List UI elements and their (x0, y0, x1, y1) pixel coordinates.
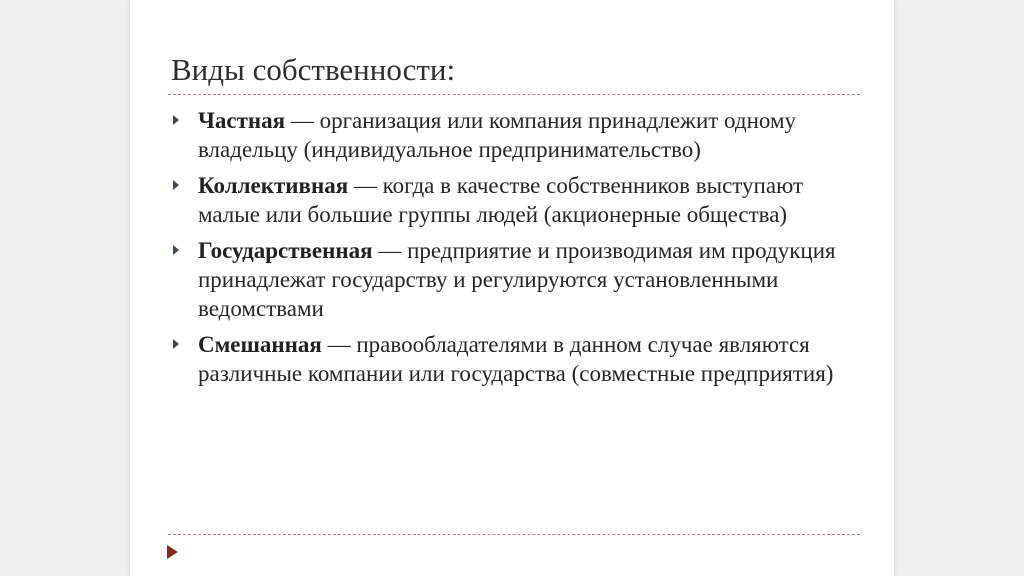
bullet-text: — организация или компания принадлежит одному владельцу (индивидуальное предпринимательство) (198, 108, 797, 162)
play-arrow-icon[interactable] (167, 545, 178, 559)
bullet-text: — правообладателями в данном случае являются различные компании или государства (совместные предприятия) (198, 332, 834, 386)
bullet-arrow-icon (173, 339, 179, 349)
bullet-arrow-icon (173, 180, 179, 190)
bullet-text: — предприятие и производимая им продукция принадлежат государству и регулируются установленными ведомствами (198, 238, 836, 321)
bullet-item-collective (171, 171, 851, 229)
footer-divider (168, 534, 860, 535)
bullet-arrow-icon (173, 245, 179, 255)
slide-title: Виды собственности: (171, 52, 456, 87)
bullet-term: Государственная (198, 238, 373, 263)
bullet-term: Частная (198, 108, 286, 133)
bullet-item-mixed (171, 330, 851, 388)
bullet-list (171, 106, 851, 395)
slide (130, 0, 894, 576)
title-divider (168, 94, 860, 95)
bullet-item-private (171, 106, 851, 164)
bullet-arrow-icon (173, 115, 179, 125)
bullet-text: — когда в качестве собственников выступают малые или большие группы людей (акционерные общества) (198, 173, 804, 227)
bullet-term: Коллективная (198, 173, 349, 198)
bullet-term: Смешанная (198, 332, 322, 357)
bullet-item-state (171, 236, 851, 323)
